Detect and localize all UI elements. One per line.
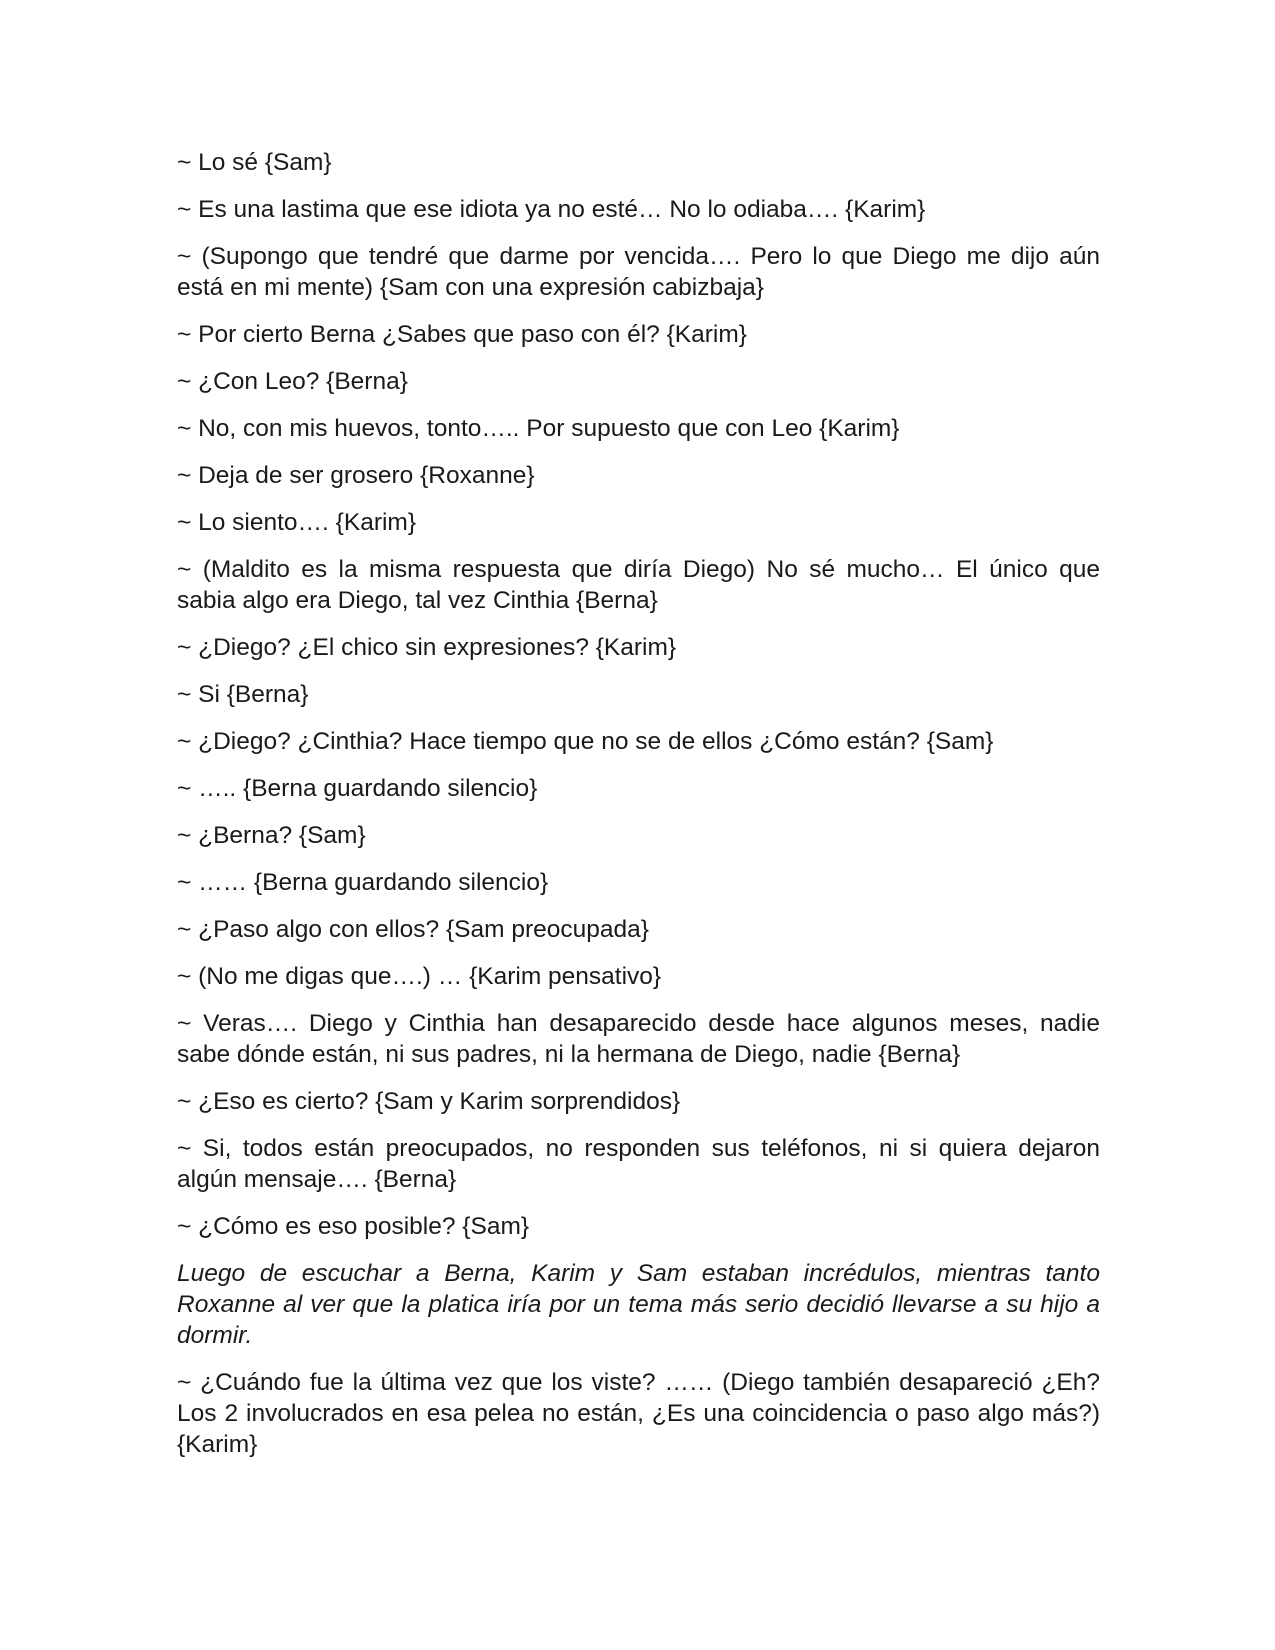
dialogue-line: ~ No, con mis huevos, tonto….. Por supuesto que con Leo {Karim} (177, 415, 900, 442)
dialogue-line: ~ Lo sé {Sam} (177, 149, 332, 176)
dialogue-line: ~ ¿Con Leo? {Berna} (177, 368, 408, 395)
dialogue-line: ~ Lo siento…. {Karim} (177, 509, 417, 536)
dialogue-line: ~ ¿Paso algo con ellos? {Sam preocupada} (177, 916, 649, 943)
dialogue-line: ~ ¿Diego? ¿El chico sin expresiones? {Karim} (177, 634, 677, 661)
dialogue-line: ~ (Supongo que tendré que darme por vencida…. Pero lo que Diego me dijo aún está en mi mente) {Sam con una expresión cabizbaja} (177, 243, 1100, 301)
document-body (177, 147, 1100, 1476)
dialogue-line: ~ (Maldito es la misma respuesta que diría Diego) No sé mucho… El único que sabia algo era Diego, tal vez Cinthia {Berna} (177, 556, 1100, 614)
dialogue-line: ~ ¿Diego? ¿Cinthia? Hace tiempo que no se de ellos ¿Cómo están? {Sam} (177, 728, 994, 755)
dialogue-line: ~ Si, todos están preocupados, no responden sus teléfonos, ni si quiera dejaron algún mensaje…. {Berna} (177, 1135, 1100, 1193)
dialogue-line: ~ Si {Berna} (177, 681, 309, 708)
dialogue-line: ~ …… {Berna guardando silencio} (177, 869, 549, 896)
narration-paragraph: Luego de escuchar a Berna, Karim y Sam estaban incrédulos, mientras tanto Roxanne al ver que la platica iría por un tema más serio decidió llevarse a su hijo a dormir. (177, 1260, 1100, 1349)
dialogue-line: ~ Por cierto Berna ¿Sabes que paso con él? {Karim} (177, 321, 747, 348)
dialogue-line: ~ Deja de ser grosero {Roxanne} (177, 462, 535, 489)
dialogue-line: ~ ¿Berna? {Sam} (177, 822, 366, 849)
dialogue-line: ~ (No me digas que….) … {Karim pensativo} (177, 963, 662, 990)
dialogue-line: ~ ….. {Berna guardando silencio} (177, 775, 538, 802)
dialogue-line: ~ Veras…. Diego y Cinthia han desaparecido desde hace algunos meses, nadie sabe dónde están, ni sus padres, ni la hermana de Diego, nadie {Berna} (177, 1010, 1100, 1068)
dialogue-line: ~ ¿Eso es cierto? {Sam y Karim sorprendidos} (177, 1088, 681, 1115)
dialogue-line: ~ ¿Cuándo fue la última vez que los viste? …… (Diego también desapareció ¿Eh? Los 2 involucrados en esa pelea no están, ¿Es una coincidencia o paso algo más?) {Karim} (177, 1369, 1100, 1458)
dialogue-line: ~ Es una lastima que ese idiota ya no esté… No lo odiaba…. {Karim} (177, 196, 926, 223)
dialogue-line: ~ ¿Cómo es eso posible? {Sam} (177, 1213, 530, 1240)
